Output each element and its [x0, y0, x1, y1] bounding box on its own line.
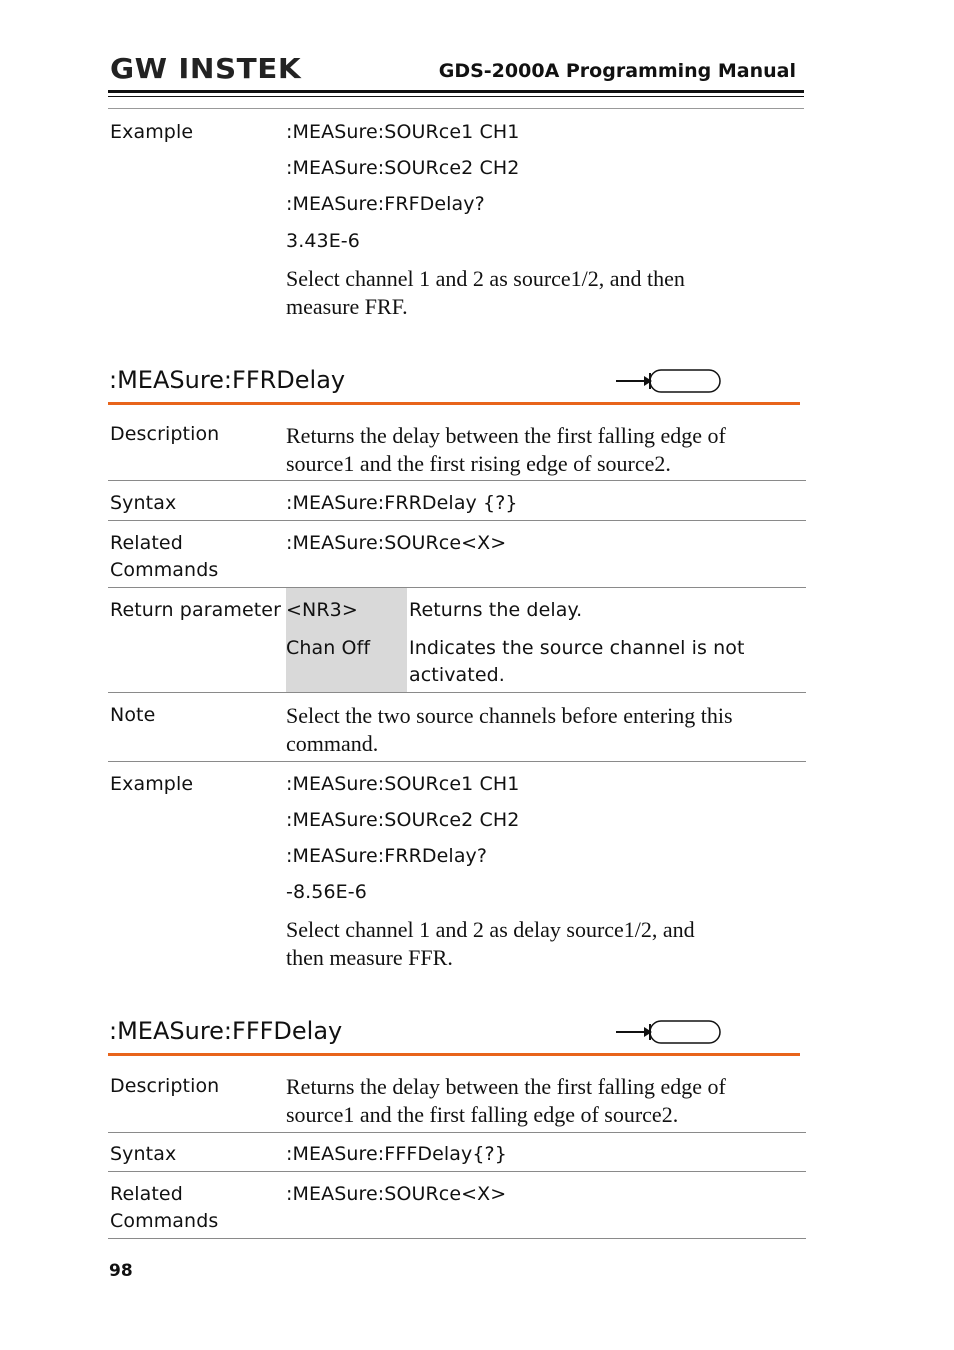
description-label: Description: [110, 1075, 220, 1097]
note-text: command.: [286, 731, 379, 756]
description-text: source1 and the first rising edge of source2.: [286, 451, 671, 476]
example-result: -8.56E-6: [286, 881, 367, 903]
frf-example-line: :MEASure:FRFDelay?: [286, 193, 485, 215]
example-line: :MEASure:SOURce2 CH2: [286, 809, 520, 831]
row-divider: [108, 1238, 806, 1239]
frf-example-note: measure FRF.: [286, 294, 408, 319]
related-label: Related: [110, 532, 183, 554]
frf-example-note: Select channel 1 and 2 as source1/2, and then: [286, 266, 685, 291]
page-number: 98: [109, 1261, 133, 1281]
return-param-desc: Returns the delay.: [409, 599, 583, 621]
syntax-label: Syntax: [110, 492, 177, 514]
return-param-name: <NR3>: [286, 599, 358, 621]
return-parameter-label: Return parameter: [110, 599, 281, 621]
related-command: :MEASure:SOURce<X>: [286, 1183, 507, 1205]
frf-example-label: Example: [110, 121, 194, 143]
example-note: Select channel 1 and 2 as delay source1/2, and: [286, 917, 695, 942]
section-divider: [108, 1053, 800, 1056]
syntax-value: :MEASure:FRRDelay {?}: [286, 492, 518, 514]
row-divider: [108, 480, 806, 481]
query-arrow-icon: [614, 368, 724, 394]
header-rule: [108, 90, 804, 93]
syntax-value: :MEASure:FFFDelay{?}: [286, 1143, 507, 1165]
return-param-desc: activated.: [409, 664, 505, 686]
section-title-fffdelay: :MEASure:FFFDelay: [109, 1017, 343, 1045]
example-line: :MEASure:FRRDelay?: [286, 845, 488, 867]
description-text: Returns the delay between the first falling edge of: [286, 1074, 726, 1099]
row-divider: [108, 1132, 806, 1133]
related-command: :MEASure:SOURce<X>: [286, 532, 507, 554]
return-param-desc: Indicates the source channel is not: [409, 637, 745, 659]
syntax-label: Syntax: [110, 1143, 177, 1165]
frf-example-line: :MEASure:SOURce1 CH1: [286, 121, 520, 143]
row-divider: [108, 692, 806, 693]
row-divider: [108, 761, 806, 762]
frf-example-line: :MEASure:SOURce2 CH2: [286, 157, 520, 179]
related-label: Related: [110, 1183, 183, 1205]
example-note: then measure FFR.: [286, 945, 453, 970]
example-line: :MEASure:SOURce1 CH1: [286, 773, 520, 795]
description-label: Description: [110, 423, 220, 445]
return-param-name: Chan Off: [286, 637, 371, 659]
query-arrow-icon: [614, 1019, 724, 1045]
header-rule-bottom: [108, 108, 804, 109]
example-label: Example: [110, 773, 194, 795]
note-label: Note: [110, 704, 156, 726]
header-rule-thin: [108, 96, 804, 97]
row-divider: [108, 1171, 806, 1172]
manual-title: GDS-2000A Programming Manual: [438, 60, 796, 82]
row-divider: [108, 520, 806, 521]
frf-example-result: 3.43E-6: [286, 230, 360, 252]
description-text: Returns the delay between the first falling edge of: [286, 423, 726, 448]
description-text: source1 and the first falling edge of source2.: [286, 1102, 679, 1127]
row-divider: [108, 587, 806, 588]
section-divider: [108, 402, 800, 405]
brand-logo: GW INSTEK: [110, 52, 302, 85]
related-label: Commands: [110, 559, 219, 581]
related-label: Commands: [110, 1210, 219, 1232]
section-title-ffrdelay: :MEASure:FFRDelay: [109, 366, 346, 394]
note-text: Select the two source channels before entering this: [286, 703, 733, 728]
